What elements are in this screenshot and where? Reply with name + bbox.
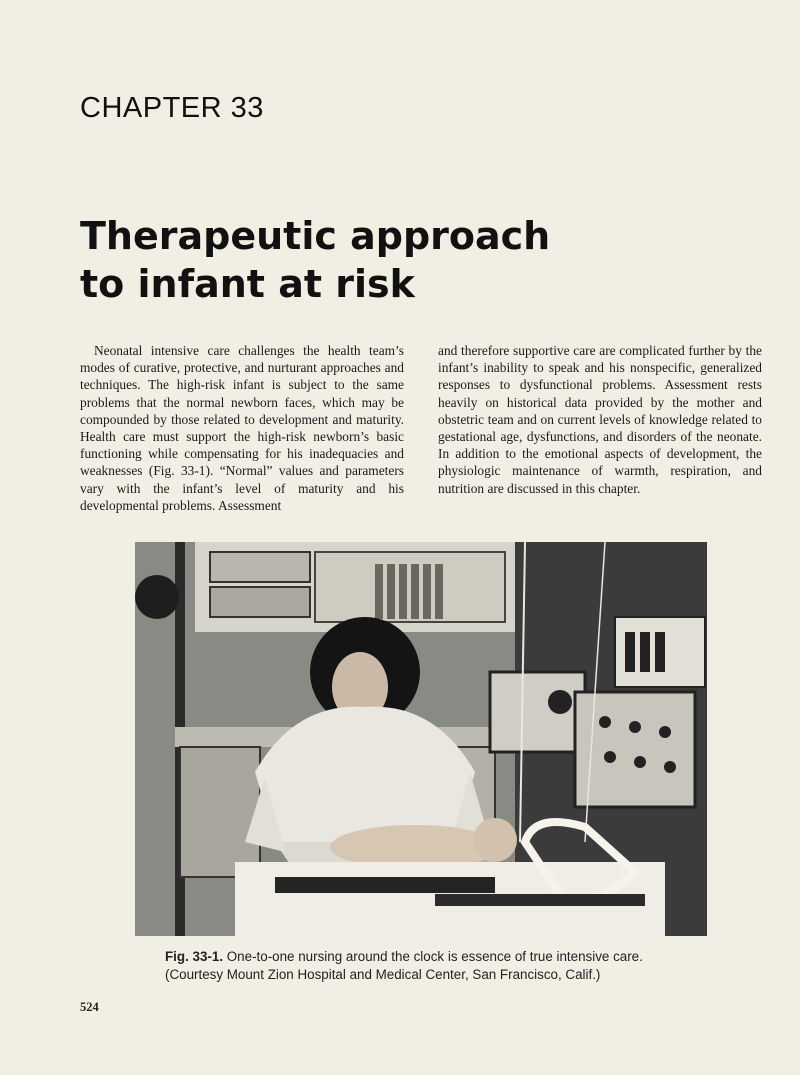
chapter-title [80,212,680,308]
chapter-title-line-1: Therapeutic approach [80,214,551,258]
chapter-title-line-2: to infant at risk [80,262,415,306]
body-text-right-column: and therefore supportive care are complicated further by the infant’s inability to speak and his nonspecific, generalized responses to dysfunctional problems. Assessment rests heavily on historical data provided by the mother and obstetric team and on current levels of knowledge related to gestational age, dysfunctions, and disorders of the neonate. In addition to the emotional aspects of development, the physiologic maintenance of warmth, respiration, and nutrition are discussed in this chapter. [438,343,762,496]
page-number: 524 [80,1000,99,1014]
body-text-left-column: Neonatal intensive care challenges the health team’s modes of curative, protective, and nurturant approaches and techniques. The high-risk infant is subject to the same problems that the normal newborn faces, which may be compounded by those related to development and maturity. Health care must support the high-risk newborn’s basic functioning while compensating for his inadequacies and weaknesses (Fig. 33-1). “Normal” values and parameters vary with the infant’s level of maturity and his developmental problems. Assessment [80,343,404,513]
chapter-label: CHAPTER 33 [80,92,264,124]
figure-caption [165,948,695,984]
figure-photo [135,542,707,936]
figure-label: Fig. 33-1. [165,949,224,964]
figure-caption-text: One-to-one nursing around the clock is essence of true intensive care. (Courtesy Mount Zion Hospital and Medical Center, San Francisco, Calif.) [165,949,643,982]
